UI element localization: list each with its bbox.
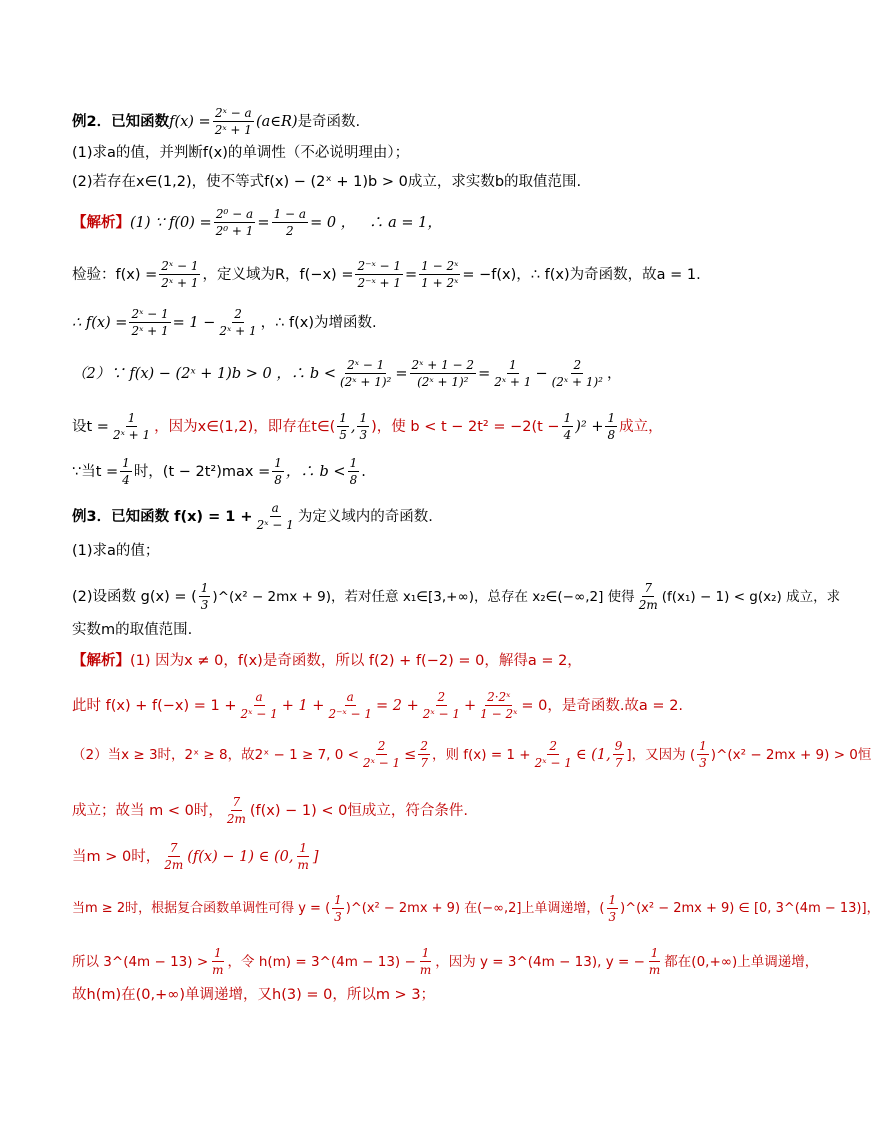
example3-solution-line-2: 此时 f(x) + f(−x) = 1 + $\frac{a}{\text{2ˣ − 1}}$ + 1 + $\frac{a}{\text{2⁻ˣ − 1}}$ = 2 + $\frac{2}{\text{2ˣ − 1}}$ + $\frac{\text{2·2ˣ}}{\text{1 − 2ˣ}}$ = 0，是奇函数.故a = 2. [72,690,684,721]
example3-question-1: (1)求a的值； [72,543,160,559]
example2-solution-line-1: 【解析】 (1) ∵ f(0) = $\frac{\text{2⁰ − a}}{\text{2⁰ + 1}}$ = $\frac{1 - a}{2}$ = 0 ， ∴ a = 1， [72,207,442,238]
example2-question-1: (1)求a的值，并判断f(x)的单调性（不必说明理由）； [72,145,410,161]
analysis-tag: 【解析】 [72,214,130,231]
example2-solution-line-4: （2）∵ f(x) − (2ˣ + 1)b > 0 ，∴ b < $\frac{\text{2ˣ − 1}}{\text{(2ˣ + 1)²}}$ = $\frac{\text{2ˣ + 1 − 2}}{\text{(2ˣ + 1)²}}$ = $\frac{1}{\text{2ˣ + 1}}$ − $\frac{2}{\text{(2ˣ + 1)²}}$ ， [72,358,622,389]
example3-statement: 例3．已知函数 f(x) = 1 + $\frac{a}{\text{2ˣ − 1}}$ 为定义域内的奇函数. [72,501,433,532]
example2-label: 例2．已知函数 [72,113,170,130]
example2-question-2: (2)若存在x∈(1,2)，使不等式f(x) − (2ˣ + 1)b > 0成立，求实数b的取值范围. [72,174,582,190]
example3-label: 例3．已知函数 f(x) = 1 + [72,508,253,525]
example3-solution-line-5: 当m > 0时， $\frac{7}{2m}$ (f(x) − 1) ∈ (0, $\frac{1}{m}$ ] [72,841,319,872]
example3-solution-line-1: 【解析】 (1) 因为x ≠ 0，f(x)是奇函数，所以 f(2) + f(−2) = 0，解得a = 2， [72,653,582,669]
example2-solution-line-3: ∴ f(x) = $\frac{\text{2ˣ − 1}}{\text{2ˣ + 1}}$ = 1 − $\frac{2}{\text{2ˣ + 1}}$ ，∴ f(x)为增函数. [72,307,377,338]
example2-solution-line-6: ∵当t = $\frac{1}{4}$ 时，(t − 2t²)max = $\frac{1}{8}$ ，∴ b < $\frac{1}{8}$ . [72,456,366,487]
example3-solution-line-6: 当m ≥ 2时，根据复合函数单调性可得 y = ( $\frac{1}{3}$ )^(x² − 2mx + 9) 在(−∞,2]上单调递增，( $\frac{1}{3}$ )^(x² − 2mx + 9) ∈ [0, 3^(4m − 13)]， [72,893,880,924]
example3-solution-line-3: （2）当x ≥ 3时，2ˣ ≥ 8，故2ˣ − 1 ≥ 7, 0 < $\frac{2}{\text{2ˣ − 1}}$ ≤ $\frac{2}{7}$ ，则 f(x) = 1 + $\frac{2}{\text{2ˣ − 1}}$ ∈ (1, $\frac{9}{7}$ ]，又因为 ( $\frac{1}{3}$ )^(x² − 2mx + 9) > 0恒 [72,739,872,770]
analysis-tag: 【解析】 [72,653,130,669]
example3-solution-line-4: 成立；故当 m < 0时， $\frac{7}{2m}$ (f(x) − 1) < 0恒成立，符合条件. [72,795,468,826]
example2-statement: 例2．已知函数 f(x) = $\frac{\text{2ˣ − a}}{\text{2ˣ + 1}}$ (a∈R) 是奇函数. [72,106,361,137]
example3-question-2-cont: 实数m的取值范围. [72,622,193,638]
example2-solution-line-2: 检验：f(x) = $\frac{\text{2ˣ − 1}}{\text{2ˣ + 1}}$ ，定义域为R，f(−x) = $\frac{\text{2⁻ˣ − 1}}{\text{2⁻ˣ + 1}}$ = $\frac{\text{1 − 2ˣ}}{\text{1 + 2ˣ}}$ = −f(x)，∴ f(x)为奇函数，故a = 1. [72,259,701,290]
example3-solution-line-7: 所以 3^(4m − 13) > $\frac{1}{m}$ ，令 h(m) = 3^(4m − 13) − $\frac{1}{m}$ ，因为 y = 3^(4m − 13), y = − $\frac{1}{m}$ 都在(0,+∞)上单调递增， [72,946,819,977]
fraction: $\frac{\text{2ˣ − a}}{\text{2ˣ + 1}}$ [214,106,252,137]
example3-solution-line-8: 故h(m)在(0,+∞)单调递增，又h(3) = 0，所以m > 3； [72,987,436,1003]
example2-solution-line-5: 设t = $\frac{1}{\text{2ˣ + 1}}$ ，因为x∈(1,2)，即存在t∈( $\frac{1}{5}$ , $\frac{1}{3}$ )，使 b < t − 2t² = −2(t − $\frac{1}{4}$ )² + $\frac{1}{8}$ 成立， [72,411,663,442]
example3-question-2: (2)设函数 g(x) = ( $\frac{1}{3}$ )^(x² − 2mx + 9)，若对任意 x₁∈[3,+∞)，总存在 x₂∈(−∞,2] 使得 $\frac{7}{2m}$ (f(x₁) − 1) < g(x₂) 成立，求 [72,581,841,612]
